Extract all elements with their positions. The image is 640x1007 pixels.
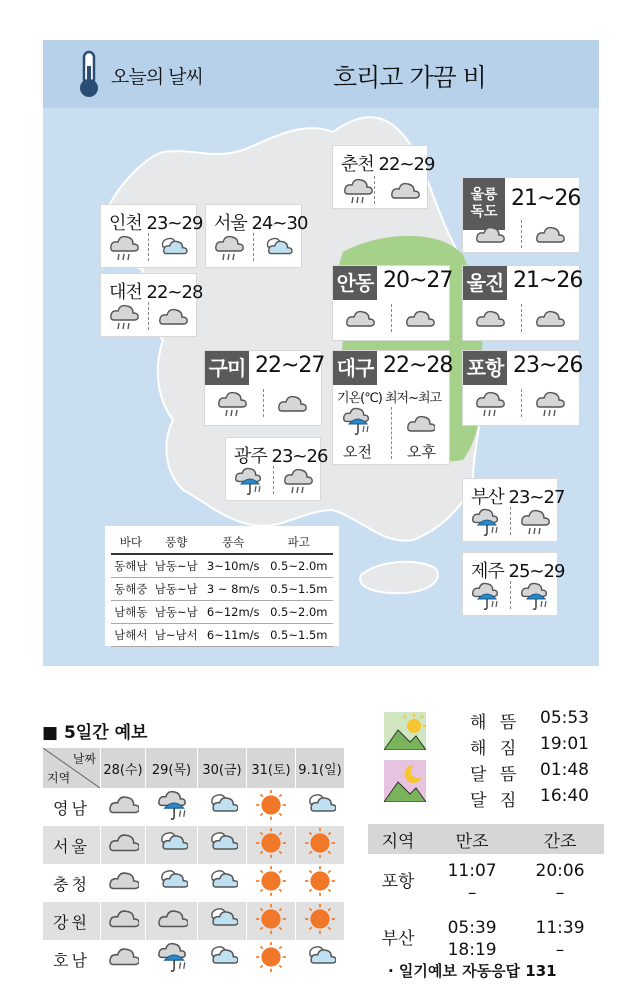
sea-cell: 3~10m/s: [202, 554, 265, 578]
city-card-daejeon: [100, 273, 203, 337]
city-card-ulleung: [462, 177, 580, 253]
city-card-seoul: [205, 204, 308, 268]
five-day-forecast-table: [42, 748, 344, 978]
city-temp: 22~29: [378, 154, 435, 175]
tide-value: 11:39: [535, 918, 585, 938]
divider: [521, 389, 522, 417]
partly-cloudy-icon: [206, 845, 238, 863]
forecast-cell: [247, 788, 296, 826]
table-row: [111, 554, 333, 578]
cloud-rain-icon: [215, 389, 247, 423]
tide-region: 포항: [381, 872, 415, 892]
cloud-icon: [107, 883, 139, 901]
umbrella-rain-icon: [156, 959, 188, 977]
city-temp: 20~27: [383, 268, 453, 293]
sea-cell: 남~남서: [151, 624, 202, 647]
divider: [273, 466, 274, 494]
forecast-cell: [146, 864, 198, 902]
partly-cloudy-icon: [304, 959, 336, 977]
forecast-cell: [247, 864, 296, 902]
city-name: 울릉 독도: [470, 187, 498, 220]
table-row: [43, 788, 345, 826]
sea-cell: 0.5~1.5m: [265, 624, 333, 647]
tide-value: 05:39: [447, 918, 497, 938]
partly-cloudy-icon: [261, 233, 293, 267]
divider: [510, 507, 511, 535]
sunrise-label: 해 뜸: [470, 713, 521, 733]
sun-icon: [304, 883, 336, 901]
sea-cell: 0.5~2.0m: [265, 601, 333, 624]
divider: [253, 233, 254, 261]
footer-hotline: · 일기예보 자동응답 131: [388, 962, 557, 980]
tide-region: 부산: [381, 929, 415, 949]
city-temp: 22~27: [255, 353, 325, 378]
tide-value: 11:07: [447, 861, 497, 881]
umbrella-rain-icon: [518, 581, 550, 615]
cloud-icon: [107, 845, 139, 863]
divider: [391, 407, 392, 459]
tide-value: –: [555, 883, 565, 903]
forecast-cell: [101, 902, 146, 940]
partly-cloudy-icon: [304, 807, 336, 825]
city-temp: 22~28: [383, 353, 453, 378]
tide-low: [516, 854, 604, 905]
forecast-cell: [146, 902, 198, 940]
forecast-cell: [101, 940, 146, 978]
moonset-time: 16:40: [540, 786, 589, 806]
city-label: [214, 209, 307, 235]
city-name-tag: 포항: [463, 351, 507, 385]
city-name-tag: 안동: [333, 266, 377, 300]
cloud-rain-icon: [212, 233, 244, 267]
sea-cell: 6~12m/s: [202, 601, 265, 624]
cloud-rain-icon: [107, 302, 139, 336]
city-name: 제주: [471, 561, 504, 582]
sea-cell: 남동~남: [151, 578, 202, 601]
divider: [374, 176, 375, 204]
city-name-tag: 울진: [463, 266, 507, 300]
table-row: [111, 601, 333, 624]
forecast-cell: [247, 902, 296, 940]
city-label: [341, 150, 434, 176]
city-temp: 21~26: [511, 186, 581, 211]
city-name: 서울: [214, 213, 247, 234]
sea-cell: 동해남: [111, 554, 151, 578]
umbrella-rain-icon: [232, 466, 264, 500]
legend-am: 오전: [343, 443, 372, 461]
cloud-icon: [107, 959, 139, 977]
sunset-time: 19:01: [540, 734, 589, 754]
map-headline: 흐리고 가끔 비: [333, 63, 486, 92]
forecast-cell: [247, 826, 296, 864]
partly-cloudy-icon: [206, 959, 238, 977]
legend-pm: 오후: [407, 443, 436, 461]
cloud-icon: [107, 807, 139, 825]
sun-icon: [304, 921, 336, 939]
divider: [391, 304, 392, 332]
map-subtitle: 오늘의 날씨: [111, 66, 203, 88]
city-card-uljin: [462, 265, 583, 341]
city-name: 대전: [109, 282, 142, 303]
city-label: [471, 483, 564, 509]
forecast-region: 호남: [43, 940, 101, 978]
table-row: [111, 624, 333, 647]
table-row: [43, 826, 345, 864]
forecast-cell: [198, 788, 247, 826]
forecast-cell: [146, 940, 198, 978]
moonrise-row: [470, 760, 589, 785]
city-temp: 25~29: [508, 561, 565, 582]
divider: [263, 389, 264, 417]
city-card-pohang: [462, 350, 583, 426]
sea-header-wave-height: 파고: [265, 532, 333, 554]
city-card-daegu: [332, 350, 453, 465]
moon-icon: [384, 760, 426, 802]
partly-cloudy-icon: [206, 807, 238, 825]
moonset-label: 달 짐: [470, 791, 521, 811]
cloud-rain-icon: [473, 389, 505, 423]
cloud-icon: [405, 409, 435, 443]
sun-icon: [255, 807, 287, 825]
sunset-label: 해 짐: [470, 739, 521, 759]
city-temp: 21~26: [513, 268, 583, 293]
city-card-gumi: [204, 350, 325, 426]
sea-cell: 남동~남: [151, 601, 202, 624]
tide-high: [428, 905, 516, 962]
forecast-day: 9.1(일): [296, 748, 345, 788]
cloud-icon: [107, 921, 139, 939]
sea-cell: 동해중: [111, 578, 151, 601]
forecast-corner-bottom: 지역: [47, 771, 71, 785]
table-row: [43, 864, 345, 902]
forecast-region: 충청: [43, 864, 101, 902]
forecast-cell: [198, 864, 247, 902]
forecast-corner-cell: [43, 748, 101, 788]
legend-label: 기온(℃) 최저~최고: [337, 391, 442, 406]
sea-cell: 남해서: [111, 624, 151, 647]
cloud-rain-icon: [107, 233, 139, 267]
tide-table: [368, 824, 604, 962]
cloud-icon: [533, 304, 565, 338]
table-row: [368, 905, 604, 962]
cloud-icon: [403, 304, 435, 338]
tide-low: [516, 905, 604, 962]
forecast-title: ■ 5일간 예보: [42, 723, 148, 743]
city-card-jeju: [462, 552, 565, 616]
forecast-cell: [296, 788, 345, 826]
sea-cell: 3 ~ 8m/s: [202, 578, 265, 601]
divider: [521, 304, 522, 332]
city-label: [471, 557, 564, 583]
sun-icon: [255, 845, 287, 863]
city-temp: 23~26: [513, 353, 583, 378]
umbrella-rain-icon: [156, 807, 188, 825]
forecast-day: 28(수): [101, 748, 146, 788]
forecast-day: 31(토): [247, 748, 296, 788]
cloud-icon: [156, 921, 188, 939]
tide-value: –: [467, 883, 477, 903]
forecast-day: 29(목): [146, 748, 198, 788]
city-label: [234, 442, 327, 468]
tide-value: 18:19: [447, 940, 497, 960]
city-label: [109, 209, 202, 235]
city-card-busan: [462, 478, 565, 542]
sunrise-icon: [384, 712, 426, 750]
forecast-day: 30(금): [198, 748, 247, 788]
sunset-row: [470, 734, 589, 759]
sea-conditions-table: [105, 526, 339, 646]
table-row: [111, 578, 333, 601]
forecast-cell: [296, 940, 345, 978]
divider: [148, 233, 149, 261]
forecast-cell: [247, 940, 296, 978]
forecast-cell: [296, 826, 345, 864]
moonrise-label: 달 뜸: [470, 765, 521, 785]
city-label: [109, 278, 202, 304]
umbrella-rain-icon: [469, 507, 501, 541]
forecast-cell: [296, 864, 345, 902]
divider: [510, 581, 511, 609]
forecast-cell: [198, 826, 247, 864]
city-name-tag: 구미: [205, 351, 249, 385]
sea-header-wind-speed: 풍속: [202, 532, 265, 554]
table-row: [43, 940, 345, 978]
city-card-chuncheon: [332, 145, 435, 209]
sun-icon: [304, 845, 336, 863]
partly-cloudy-icon: [206, 883, 238, 901]
partly-cloudy-icon: [156, 233, 188, 267]
sea-cell: 6~11m/s: [202, 624, 265, 647]
cloud-icon: [473, 220, 505, 254]
city-name: 부산: [471, 487, 504, 508]
forecast-cell: [101, 864, 146, 902]
divider: [521, 220, 522, 248]
sun-icon: [255, 921, 287, 939]
city-temp: 23~26: [271, 446, 328, 467]
forecast-cell: [198, 940, 247, 978]
cloud-rain-icon: [341, 176, 373, 210]
sea-header-wind-direction: 풍향: [151, 532, 202, 554]
cloud-icon: [388, 176, 420, 210]
tide-value: 20:06: [535, 861, 585, 881]
cloud-icon: [473, 304, 505, 338]
tide-value: –: [555, 940, 565, 960]
umbrella-rain-icon: [469, 581, 501, 615]
sea-header-area: 바다: [111, 532, 151, 554]
forecast-cell: [296, 902, 345, 940]
sun-icon: [255, 959, 287, 977]
partly-cloudy-icon: [156, 883, 188, 901]
sea-cell: 남동~남: [151, 554, 202, 578]
city-card-incheon: [100, 204, 203, 268]
city-card-gwangju: [225, 437, 328, 501]
cloud-rain-icon: [281, 466, 313, 500]
sea-cell: 0.5~2.0m: [265, 554, 333, 578]
city-name-tag: 대구: [333, 351, 377, 385]
city-temp: 24~30: [251, 213, 308, 234]
forecast-region: 서울: [43, 826, 101, 864]
forecast-region: 영남: [43, 788, 101, 826]
city-name: 광주: [234, 446, 267, 467]
table-row: [43, 902, 345, 940]
cloud-icon: [343, 304, 375, 338]
forecast-cell: [146, 788, 198, 826]
city-temp: 22~28: [146, 282, 203, 303]
umbrella-rain-icon: [341, 406, 371, 440]
forecast-cell: [198, 902, 247, 940]
tide-header-high: 만조: [428, 824, 516, 854]
city-name: 인천: [109, 213, 142, 234]
tide-high: [428, 854, 516, 905]
table-row: [368, 854, 604, 905]
moonset-row: [470, 786, 589, 811]
sun-icon: [255, 883, 287, 901]
tide-header-low: 간조: [516, 824, 604, 854]
forecast-cell: [101, 788, 146, 826]
cloud-rain-icon: [518, 507, 550, 541]
sunrise-row: [470, 708, 589, 733]
sea-cell: 0.5~1.5m: [265, 578, 333, 601]
city-temp: 23~27: [508, 487, 565, 508]
city-card-andong: [332, 265, 453, 341]
sea-cell: 남해동: [111, 601, 151, 624]
partly-cloudy-icon: [156, 845, 188, 863]
forecast-cell: [146, 826, 198, 864]
cloud-rain-icon: [533, 389, 565, 423]
forecast-cell: [101, 826, 146, 864]
tide-header-region: 지역: [368, 824, 428, 854]
moonrise-time: 01:48: [540, 760, 589, 780]
cloud-icon: [533, 220, 565, 254]
forecast-corner-top: 날짜: [72, 752, 96, 766]
cloud-icon: [156, 302, 188, 336]
partly-cloudy-icon: [206, 921, 238, 939]
city-name: 춘천: [341, 154, 374, 175]
divider: [148, 302, 149, 330]
forecast-region: 강원: [43, 902, 101, 940]
sunrise-time: 05:53: [540, 708, 589, 728]
cloud-icon: [275, 389, 307, 423]
city-temp: 23~29: [146, 213, 203, 234]
